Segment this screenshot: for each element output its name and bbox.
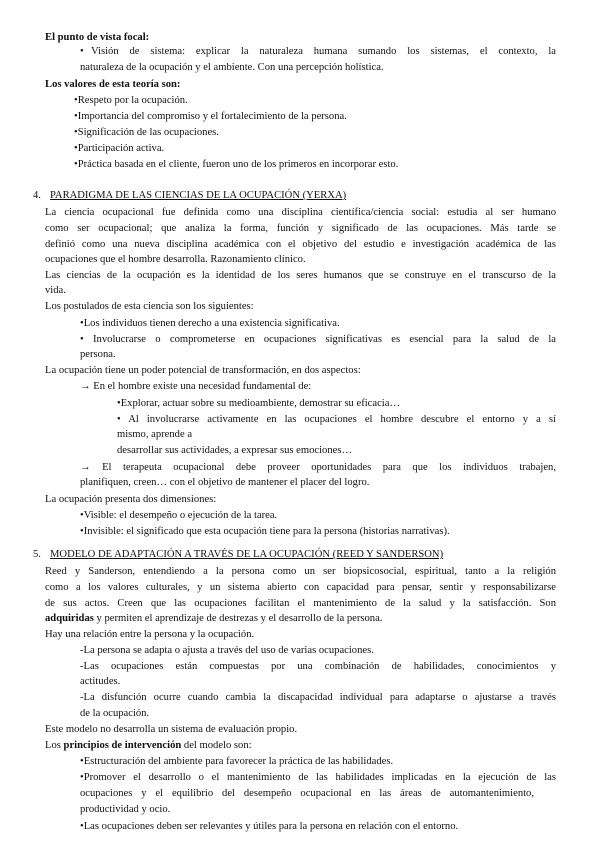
s5-principio-cont: ocupaciones y el equilibrio del desempeño ocupacional en las áreas de automantenimiento, xyxy=(80,788,534,799)
section-4-heading: PARADIGMA DE LAS CIENCIAS DE LA OCUPACIÓN (YERXA) xyxy=(50,190,347,201)
valores-item: •Respeto por la ocupación. xyxy=(74,95,188,106)
s4-p1-line4: ocupaciones que el hombre desarrolla. Razonamiento clínico. xyxy=(45,254,306,265)
focal-title: El punto de vista focal: xyxy=(45,32,150,43)
s4-postulados-intro: Los postulados de esta ciencia son los siguientes: xyxy=(45,301,254,312)
focal-vision-line1: Visión de sistema: explicar la naturaleza humana sumando los sistemas, el contexto, la xyxy=(91,46,556,57)
section-4-number: 4. xyxy=(33,190,41,201)
s4-postulado: •Los individuos tienen derecho a una existencia significativa. xyxy=(80,318,340,329)
valores-title: Los valores de esta teoría son: xyxy=(45,79,181,90)
s4-sub-bullet-cont: mismo, aprende a xyxy=(117,429,193,440)
s4-arrow-1: → En el hombre existe una necesidad fundamental de: xyxy=(80,381,312,392)
s5-principio: •Las ocupaciones deben ser relevantes y útiles para la persona en relación con el entorno. xyxy=(80,821,459,832)
s4-dimension: •Invisible: el significado que esta ocupación tiene para la persona (historias narrativas). xyxy=(80,526,450,537)
section-5-number: 5. xyxy=(33,549,41,560)
s4-postulado: • Involucrarse o comprometerse en ocupaciones significativas es esencial para la salud de la xyxy=(80,334,556,345)
s5-principio: •Estructuración del ambiente para favorecer la práctica de las habilidades. xyxy=(80,756,394,767)
s4-p2-line2: vida. xyxy=(45,285,66,296)
s5-principios-pre: Los xyxy=(45,740,64,751)
valores-item: •Significación de las ocupaciones. xyxy=(74,127,219,138)
s4-p1-line2: como ser ocupacional; que analiza la forma, función y significado de las ocupaciones. Más tarde se xyxy=(45,223,556,234)
valores-item: •Práctica basada en el cliente, fueron uno de los primeros en incorporar esto. xyxy=(74,159,399,170)
s4-arrow-2-cont: planifiquen, creen… con el objetivo de mantener el placer del logro. xyxy=(80,477,370,488)
s5-dash-item-cont: de la ocupación. xyxy=(80,708,150,719)
s5-principios-intro xyxy=(45,739,252,752)
s5-principios-bold: principios de intervención xyxy=(63,740,182,751)
s4-dimension: •Visible: el desempeño o ejecución de la tarea. xyxy=(80,510,278,521)
s5-evaluacion: Este modelo no desarrolla un sistema de evaluación propio. xyxy=(45,724,298,735)
s4-p1-line1: La ciencia ocupacional fue definida como una disciplina científica/ciencia social: estudia al ser humano xyxy=(45,207,556,218)
s4-sub-bullet: •Explorar, actuar sobre su medioambiente, demostrar su eficacia… xyxy=(117,398,401,409)
focal-vision-line2: naturaleza de la ocupación y el ambiente. Con una percepción holística. xyxy=(80,62,384,73)
s5-p1-line4 xyxy=(45,612,382,625)
s4-sub-bullet-cont: desarrollar sus actividades, a expresar sus emociones… xyxy=(117,445,353,456)
valores-item: •Importancia del compromiso y el fortalecimiento de la persona. xyxy=(74,111,347,122)
s5-dash-item-cont: actitudes. xyxy=(80,676,121,687)
s5-adquiridas: adquiridas xyxy=(45,613,94,624)
section-5-heading: MODELO DE ADAPTACIÓN A TRAVÉS DE LA OCUPACIÓN (REED Y SANDERSON) xyxy=(50,549,444,560)
s4-postulado-cont: persona. xyxy=(80,349,116,360)
s5-dash-item: -La persona se adapta o ajusta a través del uso de varias ocupaciones. xyxy=(80,645,374,656)
s4-arrow-2: → El terapeuta ocupacional debe proveer oportunidades para que los individuos trabajen, xyxy=(80,462,556,473)
s5-principio: •Promover el desarrollo o el mantenimiento de las habilidades implicadas en la ejecución de las xyxy=(80,772,556,783)
s4-p2-line1: Las ciencias de la ocupación es la identidad de los seres humanos que se construye en el transcurso de la xyxy=(45,270,556,281)
s5-p1-line3: de sus actos. Creen que las ocupaciones facilitan el mantenimiento de la salud y la satisfacción. Son xyxy=(45,598,556,609)
focal-bullet: • xyxy=(80,46,84,57)
s5-p1-line2: como a los valores culturales, y un sistema abierto con capacidad para pensar, sentir y responsabilizarse xyxy=(45,582,556,593)
s4-sub-bullet: • Al involucrarse activamente en las ocupaciones el hombre descubre el entorno y a sí xyxy=(117,414,556,425)
valores-item: •Participación activa. xyxy=(74,143,165,154)
s5-dash-item: -La disfunción ocurre cuando cambia la discapacidad individual para adaptarse o ajustarse a través xyxy=(80,692,556,703)
s5-principios-post: del modelo son: xyxy=(181,740,252,751)
s5-relacion: Hay una relación entre la persona y la ocupación. xyxy=(45,629,255,640)
s4-poder: La ocupación tiene un poder potencial de transformación, en dos aspectos: xyxy=(45,365,361,376)
s4-p1-line3: definió como una nueva disciplina académica con el objetivo del estudio e investigación académica de las xyxy=(45,239,556,250)
s5-p1-line4-rest: y permiten el aprendizaje de destrezas y el desarrollo de la persona. xyxy=(93,613,383,624)
s5-p1-line1: Reed y Sanderson, entendiendo a la persona como un ser biopsicosocial, espiritual, tanto a la religión xyxy=(45,566,556,577)
s5-dash-item: -Las ocupaciones están compuestas por una combinación de habilidades, conocimientos y xyxy=(80,661,556,672)
s5-principio-cont: productividad y ocio. xyxy=(80,804,171,815)
s4-dimensiones: La ocupación presenta dos dimensiones: xyxy=(45,494,217,505)
